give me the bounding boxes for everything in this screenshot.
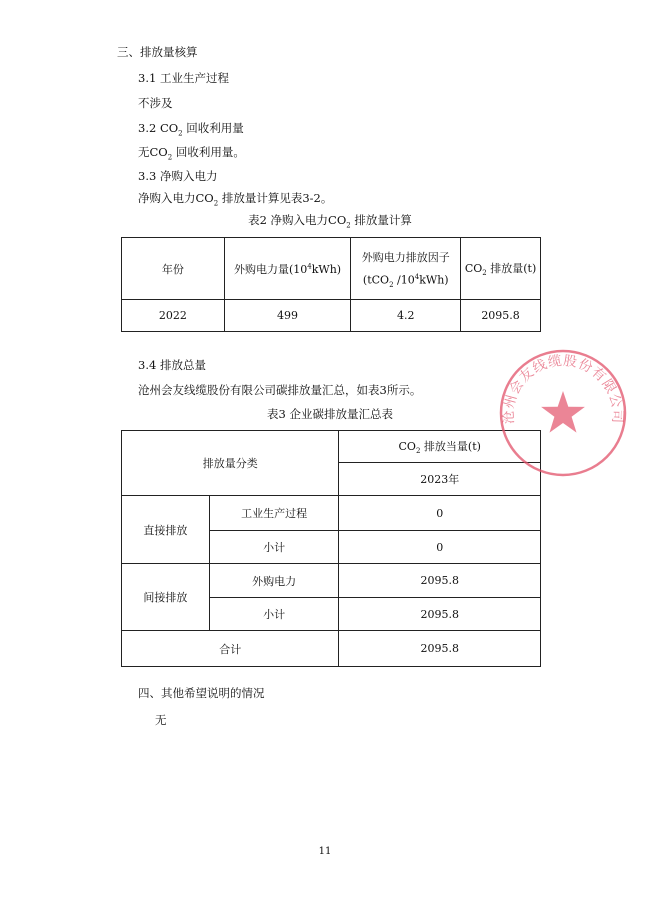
s32-heading-sub: 2 <box>178 129 183 138</box>
table3 <box>121 430 541 667</box>
table2-header-emission-post: 排放量(t) <box>486 261 537 275</box>
table2-header-factor-line1: 外购电力排放因子 <box>361 250 450 264</box>
table2-header-power-sup: 4 <box>307 261 312 270</box>
table2-cell-emission: 2095.8 <box>461 300 541 332</box>
section3-heading: 三、排放量核算 <box>117 45 198 59</box>
table3-direct: 直接排放 <box>122 496 210 564</box>
section4-heading: 四、其他希望说明的情况 <box>138 686 265 700</box>
table2-header-emission-sub: 2 <box>482 269 487 278</box>
company-seal <box>497 347 629 479</box>
table3-industrial: 工业生产过程 <box>209 496 339 531</box>
table2-caption <box>120 212 540 233</box>
table3-total-val: 2095.8 <box>339 631 541 667</box>
table3-industrial-val: 0 <box>339 496 541 531</box>
table2-header-power-pre: 外购电力量(10 <box>233 262 308 276</box>
table2-caption-post: 排放量计算 <box>350 213 412 227</box>
s34-heading: 3.4 排放总量 <box>138 358 206 372</box>
s32-heading <box>138 120 244 141</box>
s33-text-post: 排放量计算见表3-2。 <box>218 191 333 205</box>
s32-heading-post: 回收利用量 <box>182 121 244 135</box>
table3-purchased-val: 2095.8 <box>339 564 541 598</box>
table2-caption-pre: 表2 净购入电力CO <box>248 213 347 227</box>
table3-header-co2-sub: 2 <box>415 447 421 456</box>
s32-text-pre: 无CO <box>138 145 168 159</box>
s32-text-post: 回收利用量。 <box>172 145 245 159</box>
table2-header-power-post: kWh) <box>311 262 342 276</box>
s31-text: 不涉及 <box>138 96 173 110</box>
table2-header-row <box>122 238 541 300</box>
seal-star <box>541 391 585 433</box>
table2-cell-power: 499 <box>224 300 351 332</box>
table2-header-emission <box>461 238 541 300</box>
table2-header-factor-l2-post: kWh) <box>419 273 449 287</box>
table2-header-factor <box>351 238 461 300</box>
table3-header-category: 排放量分类 <box>122 431 339 496</box>
table2-header-factor-l2-mid: /10 <box>393 273 415 287</box>
table3-header-year: 2023年 <box>339 463 541 496</box>
table2-row <box>122 300 541 332</box>
table3-row <box>122 496 541 531</box>
s33-text-pre: 净购入电力CO <box>138 191 214 205</box>
table3-subtotal1: 小计 <box>209 531 339 564</box>
s33-text-sub: 2 <box>213 199 219 208</box>
s32-heading-pre: 3.2 CO <box>138 121 179 135</box>
table3-header-co2-pre: CO <box>398 439 416 453</box>
table3-total: 合计 <box>122 631 339 667</box>
table3-caption: 表3 企业碳排放量汇总表 <box>267 407 393 421</box>
s33-heading: 3.3 净购入电力 <box>138 169 218 183</box>
page-number: 11 <box>318 846 332 857</box>
table2-header-factor-l2-sub: 2 <box>389 280 394 289</box>
s33-text <box>138 190 332 211</box>
table2-header-factor-l2-pre: (tCO <box>362 273 390 287</box>
table2-caption-sub: 2 <box>346 221 351 230</box>
table3-header-co2-post: 排放当量(t) <box>420 439 481 453</box>
s31-heading: 3.1 工业生产过程 <box>138 71 229 85</box>
s32-text-sub: 2 <box>167 153 173 162</box>
s34-text: 沧州会友线缆股份有限公司碳排放量汇总，如表3所示。 <box>138 383 422 397</box>
table2 <box>121 237 541 332</box>
seal-text-path: 沧州会友线缆股份有限公司 <box>500 352 626 425</box>
table3-subtotal2: 小计 <box>209 598 339 631</box>
table3-purchased: 外购电力 <box>209 564 339 598</box>
table3-header-row1 <box>122 431 541 463</box>
section4-text: 无 <box>155 713 167 727</box>
table2-header-factor-l2-sup: 4 <box>414 272 420 281</box>
table2-header-factor-line2 <box>351 273 460 289</box>
table2-cell-year: 2022 <box>122 300 225 332</box>
table3-total-row <box>122 631 541 667</box>
table2-header-emission-pre: CO <box>464 261 483 275</box>
table2-header-year: 年份 <box>122 238 225 300</box>
table3-row <box>122 564 541 598</box>
table2-cell-factor: 4.2 <box>351 300 461 332</box>
s32-text <box>138 144 245 165</box>
table2-header-power <box>224 238 351 300</box>
table3-subtotal2-val: 2095.8 <box>339 598 541 631</box>
table3-indirect: 间接排放 <box>122 564 210 631</box>
table3-subtotal1-val: 0 <box>339 531 541 564</box>
